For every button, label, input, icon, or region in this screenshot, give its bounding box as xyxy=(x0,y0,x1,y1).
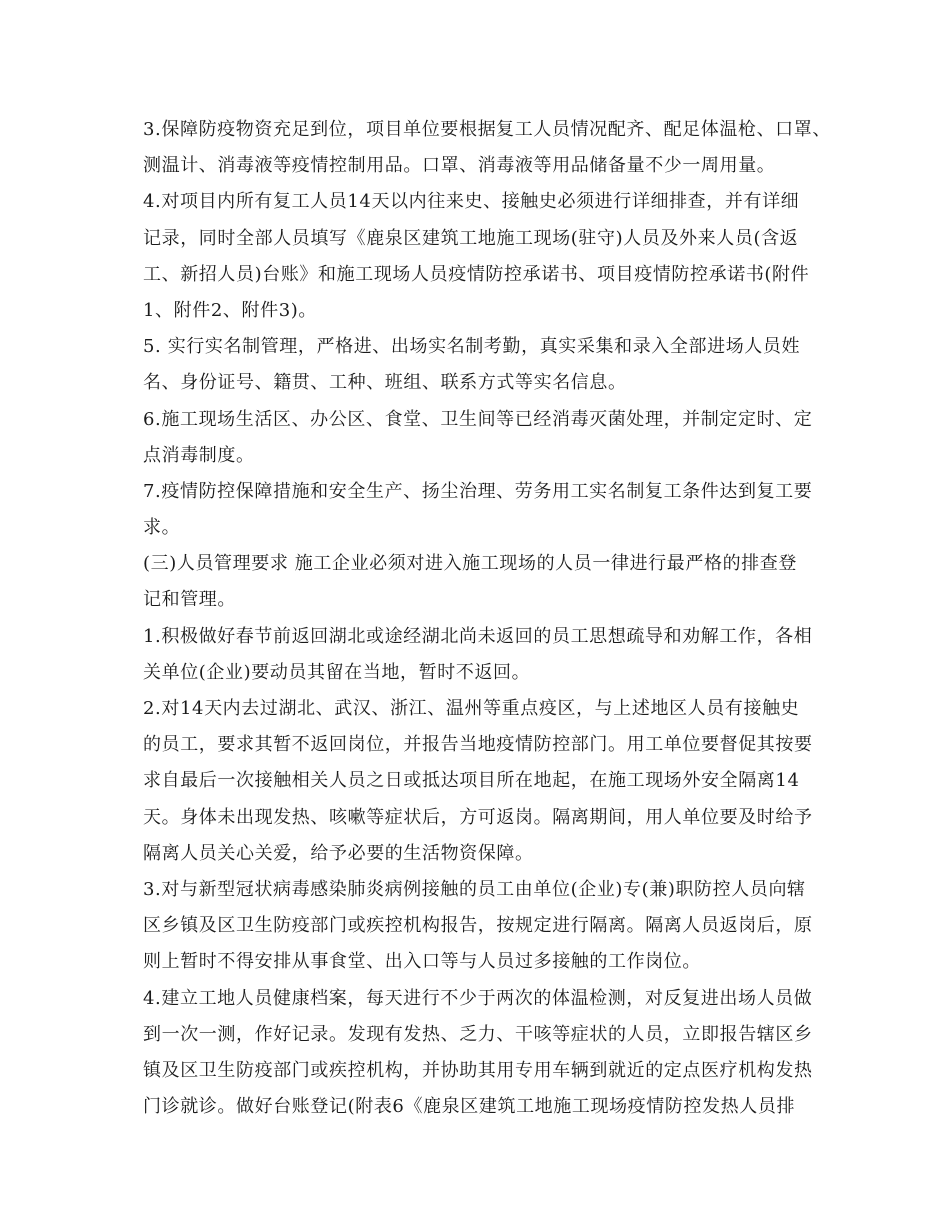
text-line: 的员工，要求其暂不返回岗位，并报告当地疫情防控部门。用工单位要督促其按要 xyxy=(143,734,813,756)
section-heading-line: (三)人员管理要求 施工企业必须对进入施工现场的人员一律进行最严格的排查登 xyxy=(143,553,797,575)
document-body xyxy=(143,112,831,1125)
text-line: 6.施工现场生活区、办公区、食堂、卫生间等已经消毒灭菌处理，并制定定时、定 xyxy=(143,408,813,430)
text-line: 天。身体未出现发热、咳嗽等症状后，方可返岗。隔离期间，用人单位要及时给予 xyxy=(143,806,813,828)
text-line: 区乡镇及区卫生防疫部门或疾控机构报告，按规定进行隔离。隔离人员返岗后，原 xyxy=(143,915,813,937)
text-line: 3.保障防疫物资充足到位，项目单位要根据复工人员情况配齐、配足体温枪、口罩、 xyxy=(143,119,831,140)
text-line: 名、身份证号、籍贯、工种、班组、联系方式等实名信息。 xyxy=(143,372,627,394)
text-line: 隔离人员关心关爱，给予必要的生活物资保障。 xyxy=(143,842,534,864)
text-line: 4.建立工地人员健康档案，每天进行不少于两次的体温检测，对反复进出场人员做 xyxy=(143,987,813,1009)
text-line: 1.积极做好春节前返回湖北或途经湖北尚未返回的员工思想疏导和劝解工作，各相 xyxy=(143,625,813,647)
text-line: 2.对14天内去过湖北、武汉、浙江、温州等重点疫区，与上述地区人员有接触史 xyxy=(143,698,800,719)
text-line: 4.对项目内所有复工人员14天以内往来史、接触史必须进行详细排查，并有详细 xyxy=(143,191,800,213)
text-line: 记和管理。 xyxy=(143,589,236,611)
text-line: 关单位(企业)要动员其留在当地，暂时不返回。 xyxy=(143,661,531,683)
text-line: 则上暂时不得安排从事食堂、出入口等与人员过多接触的工作岗位。 xyxy=(143,951,701,973)
text-line: 5. 实行实名制管理，严格进、出场实名制考勤，真实采集和录入全部进场人员姓 xyxy=(143,336,801,358)
text-line: 到一次一测，作好记录。发现有发热、乏力、干咳等症状的人员，立即报告辖区乡 xyxy=(143,1023,813,1045)
text-line: 门诊就诊。做好台账登记(附表6《鹿泉区建筑工地施工现场疫情防控发热人员排 xyxy=(143,1096,796,1118)
text-line: 记录，同时全部人员填写《鹿泉区建筑工地施工现场(驻守)人员及外来人员(含返 xyxy=(143,227,799,249)
text-line: 3.对与新型冠状病毒感染肺炎病例接触的员工由单位(企业)专(兼)职防控人员向辖 xyxy=(143,878,806,900)
text-line: 点消毒制度。 xyxy=(143,444,255,466)
text-line: 测温计、消毒液等疫情控制用品。口罩、消毒液等用品储备量不少一周用量。 xyxy=(143,155,776,177)
text-line: 1、附件2、附件3)。 xyxy=(143,299,317,321)
text-line: 求自最后一次接触相关人员之日或抵达项目所在地起，在施工现场外安全隔离14 xyxy=(143,770,800,792)
text-line: 求。 xyxy=(143,517,181,539)
text-line: 镇及区卫生防疫部门或疾控机构，并协助其用专用车辆到就近的定点医疗机构发热 xyxy=(143,1059,813,1081)
text-line: 工、新招人员)台账》和施工现场人员疫情防控承诺书、项目疫情防控承诺书(附件 xyxy=(143,263,810,285)
text-line: 7.疫情防控保障措施和安全生产、扬尘治理、劳务用工实名制复工条件达到复工要 xyxy=(143,480,813,502)
